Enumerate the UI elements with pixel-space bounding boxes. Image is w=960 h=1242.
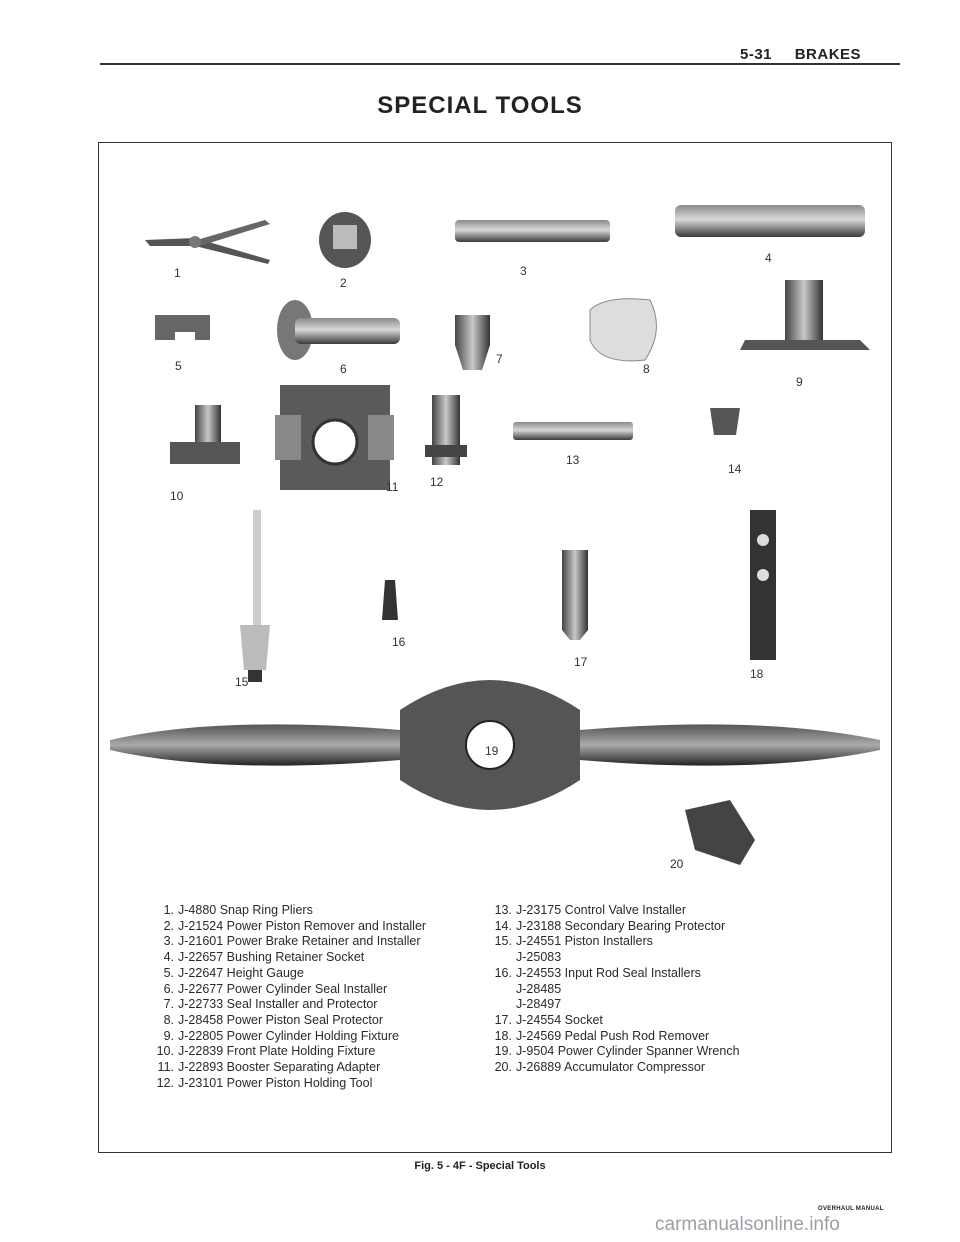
legend-item-7: 7. J-22733 Seal Installer and Protector [163, 997, 378, 1012]
callout-15: 15 [235, 675, 249, 689]
watermark: carmanualsonline.info [655, 1214, 840, 1235]
tool-3-retainer-installer [455, 220, 610, 242]
callout-19: 19 [485, 744, 499, 758]
callout-3: 3 [520, 264, 527, 278]
tool-6-seal-installer [277, 300, 400, 360]
legend-item-14: 14. J-23188 Secondary Bearing Protector [494, 918, 726, 933]
footer-label: OVERHAUL MANUAL [818, 1206, 884, 1212]
page-header [740, 46, 900, 63]
legend-item-9: 9. J-22805 Power Cylinder Holding Fixture [163, 1028, 399, 1043]
tool-16-input-rod-seal-installers [382, 580, 398, 620]
tool-18-push-rod-remover [750, 510, 776, 660]
legend-right [490, 903, 740, 1076]
legend-item-18: 18. J-24569 Pedal Push Rod Remover [494, 1028, 710, 1043]
legend-item-1: 1. J-4880 Snap Ring Pliers [163, 903, 313, 917]
callout-9: 9 [796, 375, 803, 389]
tool-8-piston-protector [590, 299, 656, 361]
figure-caption: Fig. 5 - 4F - Special Tools [414, 1160, 546, 1172]
callout-13: 13 [566, 453, 580, 467]
callout-1: 1 [174, 266, 181, 280]
legend-item-15-alt: J-25083 [516, 950, 562, 965]
tool-12-piston-holding-tool [425, 395, 467, 465]
legend-item-4: 4. J-22657 Bushing Retainer Socket [163, 950, 365, 965]
callout-20: 20 [670, 857, 684, 871]
tool-9-holding-fixture [740, 280, 870, 350]
page-number: 5-31 [740, 46, 773, 63]
legend-item-16-alt: J-28497 [516, 997, 562, 1012]
legend-left [152, 903, 426, 1091]
callout-8: 8 [643, 362, 650, 376]
tool-13-control-valve-installer [513, 422, 633, 440]
legend-item-16-alt: J-28485 [516, 981, 562, 996]
tool-15-piston-installers [240, 510, 270, 682]
legend-item-16: 16. J-24553 Input Rod Seal Installers [494, 965, 701, 980]
tool-5-height-gauge [155, 315, 210, 340]
callout-14: 14 [728, 462, 742, 476]
legend-item-12: 12. J-23101 Power Piston Holding Tool [156, 1075, 373, 1090]
legend-item-3: 3. J-21601 Power Brake Retainer and Installer [163, 934, 421, 949]
header-rule [100, 63, 900, 65]
legend-item-19: 19. J-9504 Power Cylinder Spanner Wrench [494, 1044, 740, 1059]
legend-item-15: 15. J-24551 Piston Installers [494, 934, 653, 949]
callout-18: 18 [750, 667, 764, 681]
legend-item-6: 6. J-22677 Power Cylinder Seal Installer [163, 981, 388, 996]
tools-photo [100, 150, 890, 880]
tool-7-seal-protector [455, 315, 490, 370]
callout-5: 5 [175, 359, 182, 373]
tool-14-bearing-protector [710, 408, 740, 435]
tool-11-separating-adapter [275, 385, 394, 490]
legend-item-11: 11. J-22893 Booster Separating Adapter [157, 1060, 381, 1075]
callout-10: 10 [170, 489, 184, 503]
callout-7: 7 [496, 352, 503, 366]
callout-17: 17 [574, 655, 588, 669]
legend-item-17: 17. J-24554 Socket [494, 1012, 603, 1027]
callout-12: 12 [430, 475, 444, 489]
tool-4-bushing-socket [675, 205, 865, 237]
legend-item-13: 13. J-23175 Control Valve Installer [494, 903, 687, 917]
callout-4: 4 [765, 251, 772, 265]
page-title: SPECIAL TOOLS [377, 92, 583, 119]
legend-item-10: 10. J-22839 Front Plate Holding Fixture [156, 1044, 376, 1059]
legend-item-2: 2. J-21524 Power Piston Remover and Installer [163, 918, 427, 933]
tool-2-piston-remover [319, 212, 371, 268]
legend-item-5: 5. J-22647 Height Gauge [163, 965, 304, 980]
legend-item-20: 20. J-26889 Accumulator Compressor [494, 1060, 705, 1075]
callout-2: 2 [340, 276, 347, 290]
callout-11: 11 [386, 480, 399, 494]
callout-6: 6 [340, 362, 347, 376]
section-name: BRAKES [794, 46, 862, 63]
tool-1-snap-ring-pliers [145, 220, 270, 264]
tool-10-front-plate-fixture [170, 405, 240, 464]
legend-item-8: 8. J-28458 Power Piston Seal Protector [163, 1012, 383, 1027]
tool-20-accumulator-compressor [685, 800, 755, 865]
callout-16: 16 [392, 635, 406, 649]
tool-17-socket [562, 550, 588, 640]
